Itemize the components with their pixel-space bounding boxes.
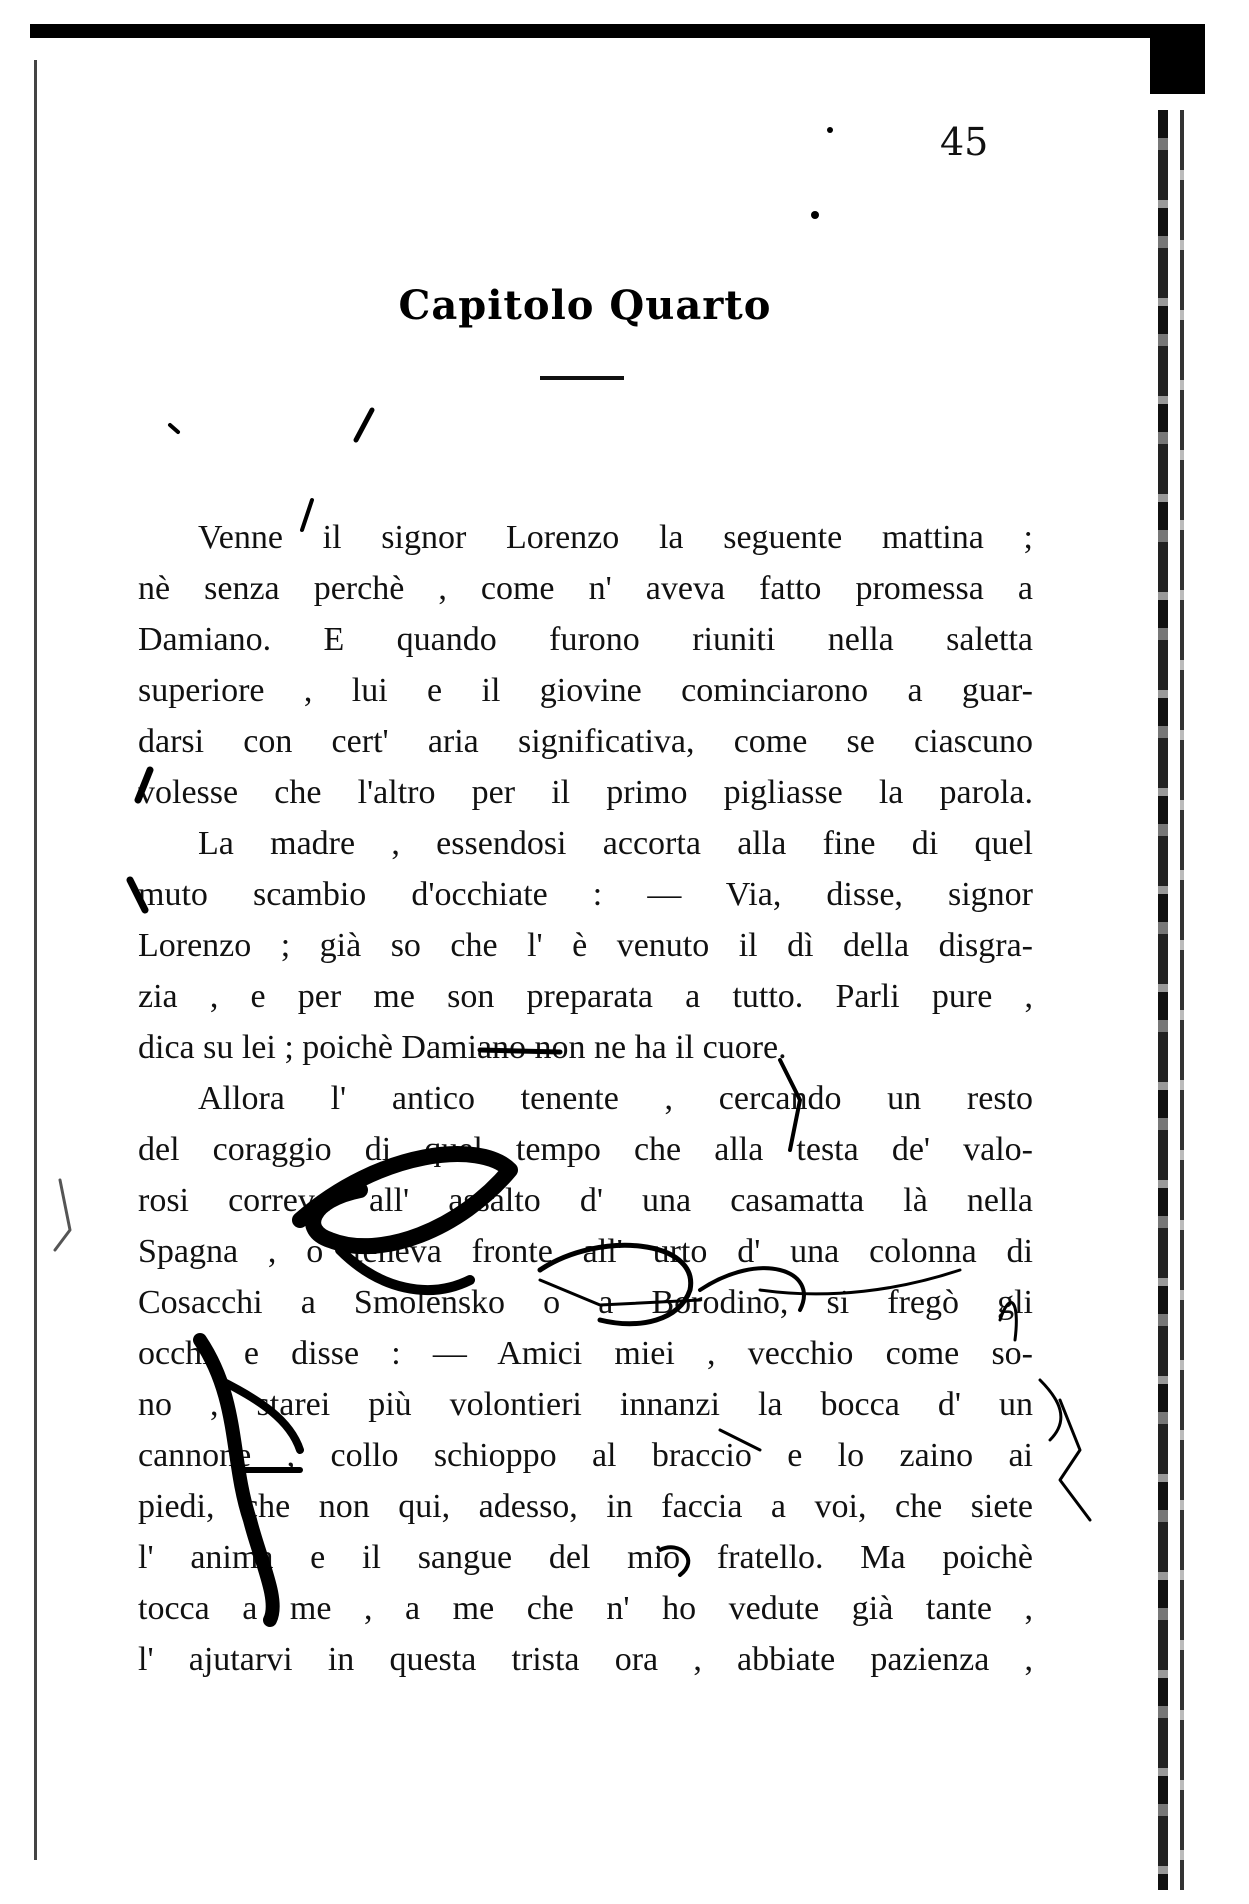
text-line: [138, 563, 1033, 614]
text-line-content: piedi, che non qui, adesso, in faccia a voi, che siete: [138, 1488, 1033, 1525]
text-line: [138, 920, 1033, 971]
text-line-content: Venne il signor Lorenzo la seguente mattina ;: [198, 519, 1033, 556]
text-line-content: rosi correva all' assalto d' una casamatta là nella: [138, 1182, 1033, 1219]
text-line: [138, 767, 1033, 818]
text-line-content: muto scambio d'occhiate : — Via, disse, signor: [138, 876, 1033, 913]
text-line: [138, 818, 1033, 869]
text-line: [138, 1379, 1033, 1430]
text-line-content: l' ajutarvi in questa trista ora , abbiate pazienza ,: [138, 1641, 1033, 1678]
title-divider: [540, 376, 624, 380]
text-line: [138, 1532, 1033, 1583]
text-line-content: occhi e disse : — Amici miei , vecchio come so-: [138, 1335, 1033, 1372]
text-line: [138, 1481, 1033, 1532]
text-line-content: Lorenzo ; già so che l' è venuto il dì della disgra-: [138, 927, 1033, 964]
text-line-content: Cosacchi a Smolensko o a Borodino, si fregò gli: [138, 1284, 1033, 1321]
scan-right-edge-inner: [1180, 110, 1184, 1890]
text-line: [138, 1073, 1033, 1124]
text-line-content: dica su lei ; poichè Damiano non ne ha il cuore.: [138, 1029, 787, 1066]
scan-top-edge: [30, 24, 1205, 38]
text-line: [138, 1124, 1033, 1175]
text-line: [138, 1328, 1033, 1379]
text-line-content: l' anima e il sangue del mio fratello. Ma poichè: [138, 1539, 1033, 1576]
scan-right-edge: [1158, 110, 1168, 1890]
text-line-content: darsi con cert' aria significativa, come se ciascuno: [138, 723, 1033, 760]
text-line-content: no , starei più volontieri innanzi la bocca d' un: [138, 1386, 1033, 1423]
chapter-title: Capitolo Quarto: [398, 282, 772, 329]
text-line: [138, 716, 1033, 767]
text-line-content: Spagna , o teneva fronte all' urto d' una colonna di: [138, 1233, 1033, 1270]
text-line: [138, 1022, 1033, 1073]
scan-corner-shadow: [1150, 24, 1205, 94]
text-line: [138, 971, 1033, 1022]
text-line: [138, 1634, 1033, 1685]
text-line: [138, 665, 1033, 716]
text-line: [138, 1175, 1033, 1226]
text-line: [138, 1430, 1033, 1481]
text-line: [138, 1226, 1033, 1277]
scan-left-edge: [34, 60, 37, 1860]
text-line-content: volesse che l'altro per il primo pigliasse la parola.: [138, 774, 1033, 811]
text-line-content: tocca a me , a me che n' ho vedute già tante ,: [138, 1590, 1033, 1627]
page-number: 45: [940, 120, 989, 164]
text-line-content: superiore , lui e il giovine cominciarono a guar-: [138, 672, 1033, 709]
text-line-content: del coraggio di quel tempo che alla testa de' valo-: [138, 1131, 1033, 1168]
text-line-content: Allora l' antico tenente , cercando un resto: [198, 1080, 1033, 1117]
text-line-content: zia , e per me son preparata a tutto. Parli pure ,: [138, 978, 1033, 1015]
text-line-content: nè senza perchè , come n' aveva fatto promessa a: [138, 570, 1033, 607]
text-line-content: La madre , essendosi accorta alla fine di quel: [198, 825, 1033, 862]
body-text: [138, 512, 1033, 1685]
text-line: [138, 1583, 1033, 1634]
text-line: [138, 512, 1033, 563]
text-line-content: Damiano. E quando furono riuniti nella saletta: [138, 621, 1033, 658]
text-line-content: cannone , collo schioppo al braccio e lo zaino ai: [138, 1437, 1033, 1474]
text-line: [138, 614, 1033, 665]
text-line: [138, 869, 1033, 920]
text-line: [138, 1277, 1033, 1328]
